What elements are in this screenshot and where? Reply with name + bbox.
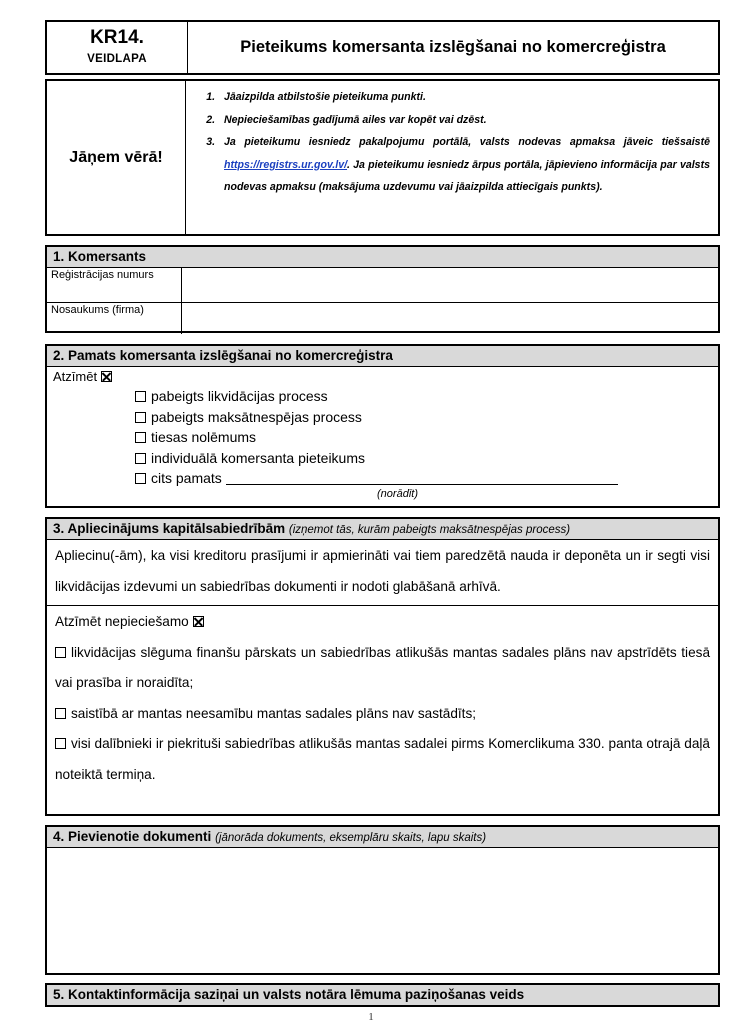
form-code-cell (47, 22, 188, 73)
attached-documents-field[interactable] (47, 848, 718, 968)
registry-portal-link[interactable]: https://registrs.ur.gov.lv/ (224, 158, 348, 171)
section-grounds (45, 344, 720, 508)
reg-number-field[interactable] (182, 268, 719, 302)
section-3-title-note: (izņemot tās, kurām pabeigts maksātnespējas process) (288, 524, 571, 536)
certification-options (47, 606, 718, 790)
cert-option-members-agreed[interactable]: visi dalībnieki ir piekrituši sabiedrības atlikušās mantas sadalei pirms Komerclikuma 330. panta otrajā daļā noteiktā termiņa. (55, 736, 710, 782)
company-name-field[interactable] (182, 302, 719, 334)
grounds-mark-instruction: Atzīmēt (47, 367, 718, 386)
checkbox-icon[interactable] (55, 708, 66, 719)
other-grounds-field[interactable] (226, 472, 618, 485)
checked-box-icon (193, 616, 204, 627)
company-table (47, 268, 718, 334)
checkbox-icon[interactable] (135, 391, 146, 402)
option-sole-trader[interactable]: individuālā komersanta pieteikums (135, 448, 718, 469)
checkbox-icon[interactable] (135, 432, 146, 443)
checkbox-icon[interactable] (55, 738, 66, 749)
form-code: KR14. (90, 27, 144, 48)
section-1-title: 1. Komersants (47, 247, 718, 268)
note-item-3 (218, 131, 710, 199)
specify-note: (norādīt) (377, 487, 418, 500)
option-liquidation[interactable]: pabeigts likvidācijas process (135, 386, 718, 407)
notes-list (186, 81, 718, 234)
section-2-title: 2. Pamats komersanta izslēgšanai no komercreģistra (47, 346, 718, 367)
section-5-title: 5. Kontaktinformācija saziņai un valsts notāra lēmuma paziņošanas veids (47, 985, 718, 1005)
note-item-3-post: . Ja pieteikumu iesniedz ārpus portāla, jāpievieno informācija par valsts nodevas apmaksu (maksājuma uzdevumu vai jāaizpilda attiecīgais punkts). (224, 158, 710, 193)
section-company (45, 245, 720, 333)
checkbox-icon[interactable] (135, 473, 146, 484)
company-name-label: Nosaukums (firma) (47, 302, 182, 334)
cert-option-no-assets[interactable]: saistībā ar mantas neesamību mantas sadales plāns nav sastādīts; (55, 699, 710, 730)
form-label: VEIDLAPA (87, 53, 147, 65)
section-contact-info (45, 983, 720, 1007)
cert-option-report[interactable]: likvidācijas slēguma finanšu pārskats un sabiedrības atlikušās mantas sadales plāns nav apstrīdēts tiesā vai prasība ir noraidīta; (55, 644, 710, 690)
checkbox-icon[interactable] (135, 453, 146, 464)
checkbox-icon[interactable] (135, 412, 146, 423)
notes-box (45, 79, 720, 236)
option-court-ruling[interactable]: tiesas nolēmums (135, 427, 718, 448)
notes-label: Jāņem vērā! (47, 81, 186, 234)
grounds-options (135, 386, 718, 489)
note-item-1: 1. Jāaizpilda atbilstošie pieteikuma punkti. (218, 86, 710, 109)
page-number: 1 (368, 1011, 374, 1023)
note-item-3-pre: Ja pieteikumu iesniedz pakalpojumu portālā, valsts nodevas apmaksa jāveic tiešsaistē (224, 136, 710, 148)
section-3-title: 3. Apliecinājums kapitālsabiedrībām (izņemot tās, kurām pabeigts maksātnespējas process) (47, 519, 718, 540)
certification-statement: Apliecinu(-ām), ka visi kreditoru prasījumi ir apmierināti vai tiem paredzētā nauda ir deponēta un ir segti visi likvidācijas izdevumi un sabiedrības dokumenti ir nodoti glabāšanā arhīvā. (47, 540, 718, 606)
note-item-2: 2. Nepieciešamības gadījumā ailes var kopēt vai dzēst. (218, 109, 710, 132)
section-certification (45, 517, 720, 816)
section-4-title: 4. Pievienotie dokumenti (jānorāda dokuments, eksemplāru skaits, lapu skaits) (47, 827, 718, 848)
certification-mark-instruction: Atzīmēt nepieciešamo (55, 607, 710, 638)
section-attached-documents (45, 825, 720, 975)
option-insolvency[interactable]: pabeigts maksātnespējas process (135, 407, 718, 428)
reg-number-label: Reģistrācijas numurs (47, 268, 182, 302)
section-4-title-note: (jānorāda dokuments, eksemplāru skaits, lapu skaits) (215, 832, 487, 844)
checkbox-icon[interactable] (55, 647, 66, 658)
form-header (45, 20, 720, 75)
checked-box-icon (101, 371, 112, 382)
form-title: Pieteikums komersanta izslēgšanai no komercreģistra (240, 38, 666, 56)
option-other[interactable]: cits pamats (135, 468, 718, 489)
